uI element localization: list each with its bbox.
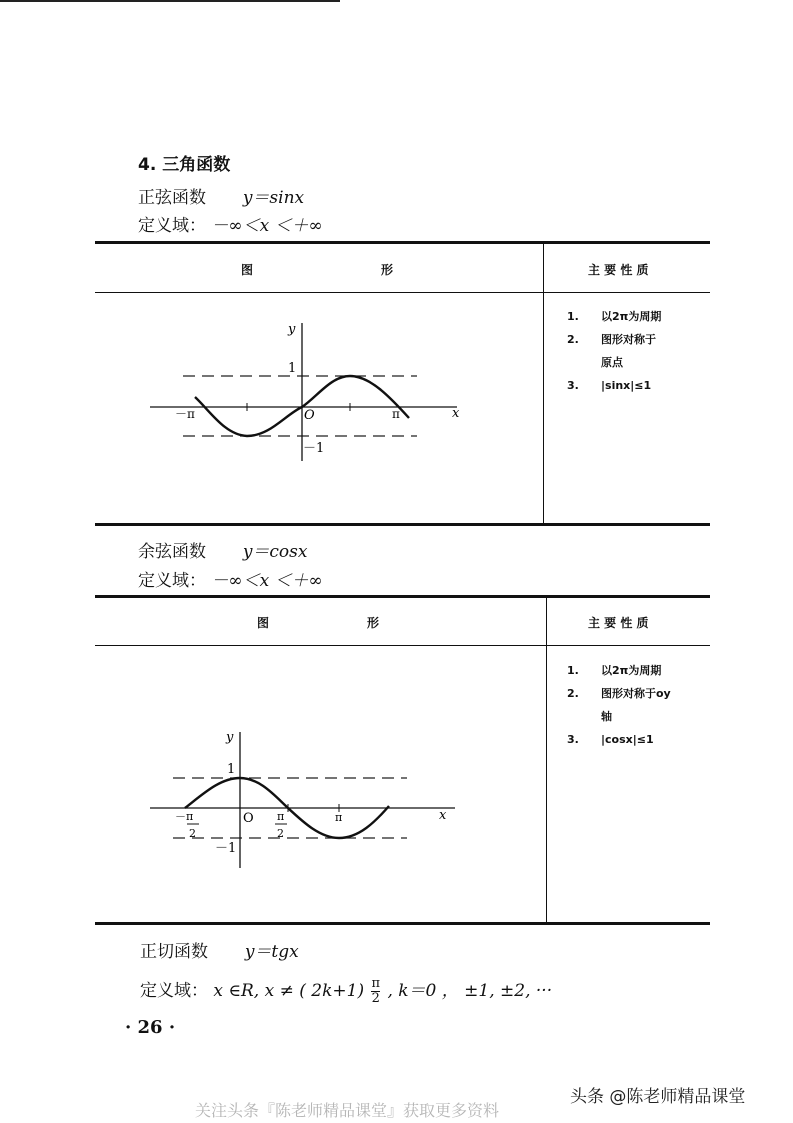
label-half-pi-numerator: π (277, 810, 285, 823)
origin-label: O (243, 811, 254, 826)
property-item: 3. |cosx|≤1 (567, 733, 654, 746)
table-column-divider (543, 243, 544, 523)
footer-promo: 关注头条『陈老师精品课堂』获取更多资料 (195, 1101, 500, 1120)
sine-domain-expr: －∞＜x ＜＋∞ (211, 216, 323, 236)
header-graph-char1: 图 (257, 616, 270, 630)
label-pi: π (335, 811, 343, 824)
x-axis-label: x (452, 406, 460, 421)
cosine-title-label: 余弦函数 (138, 542, 206, 562)
page-number: · 26 · (125, 1017, 176, 1038)
property-item: 2. 图形对称于 原点 (567, 333, 656, 369)
cosine-domain-label: 定义域： (138, 571, 206, 591)
cosine-title-line (138, 537, 307, 562)
cosine-table (95, 595, 710, 926)
sine-table (95, 241, 710, 527)
header-graph-char1: 图 (241, 263, 254, 277)
property-item: 2. 图形对称于oy 轴 (567, 687, 671, 723)
tangent-fraction (371, 977, 380, 1006)
tangent-domain-expr-a: x ∈R, x ≠ ( 2k+1) (213, 981, 365, 1001)
table-top-border (95, 595, 710, 598)
label-half-pi-denominator: 2 (277, 827, 284, 840)
origin-label: O (304, 408, 315, 423)
header-properties: 主 要 性 质 (588, 616, 649, 630)
property-item: 1. 以2π为周期 (567, 310, 662, 323)
tangent-domain-line (140, 976, 552, 1006)
table-top-border (95, 241, 710, 244)
label-minus-one: －1 (303, 441, 325, 456)
tangent-domain-expr-b: , k＝0 ， ±1, ±2, ··· (387, 981, 553, 1001)
sine-domain-label: 定义域： (138, 216, 206, 236)
property-item: 1. 以2π为周期 (567, 664, 662, 677)
label-neg-pi: －π (175, 407, 195, 421)
label-minus-one: －1 (215, 841, 237, 856)
table-bottom-border (95, 523, 710, 526)
watermark-brand: 头条 @陈老师精品课堂 (570, 1087, 746, 1107)
label-neg-half-pi-numerator: －π (175, 810, 194, 823)
label-one: 1 (227, 762, 236, 777)
cosine-graph (95, 646, 546, 922)
x-axis-label: x (439, 808, 447, 823)
header-graph-char2: 形 (381, 263, 394, 277)
tangent-title-line (140, 937, 299, 962)
fraction-denominator: 2 (371, 991, 380, 1006)
section-heading: 4. 三角函数 (138, 155, 231, 175)
label-pi: π (392, 407, 400, 421)
fraction-numerator: π (371, 976, 381, 991)
cosine-properties (567, 659, 671, 751)
sine-title-line (138, 183, 304, 208)
y-axis-label: y (226, 730, 234, 745)
header-graph-char2: 形 (367, 616, 380, 630)
tangent-title-label: 正切函数 (140, 942, 208, 962)
header-properties: 主 要 性 质 (588, 263, 649, 277)
top-rule (0, 0, 340, 2)
y-axis-label: y (288, 322, 296, 337)
sine-title-label: 正弦函数 (138, 188, 206, 208)
sine-formula: y＝sinx (242, 188, 305, 208)
tangent-domain-label: 定义域： (140, 981, 208, 1001)
cosine-domain-line (138, 566, 323, 591)
sine-properties (567, 305, 661, 397)
table-bottom-border (95, 922, 710, 925)
label-neg-half-pi-denominator: 2 (189, 827, 196, 840)
table-column-divider (546, 597, 547, 922)
label-one: 1 (288, 361, 297, 376)
cosine-domain-expr: －∞＜x ＜＋∞ (211, 571, 323, 591)
property-item: 3. |sinx|≤1 (567, 379, 652, 392)
sine-graph (95, 293, 543, 523)
cosine-formula: y＝cosx (242, 542, 308, 562)
sine-domain-line (138, 211, 323, 236)
tangent-formula: y＝tgx (244, 942, 299, 962)
